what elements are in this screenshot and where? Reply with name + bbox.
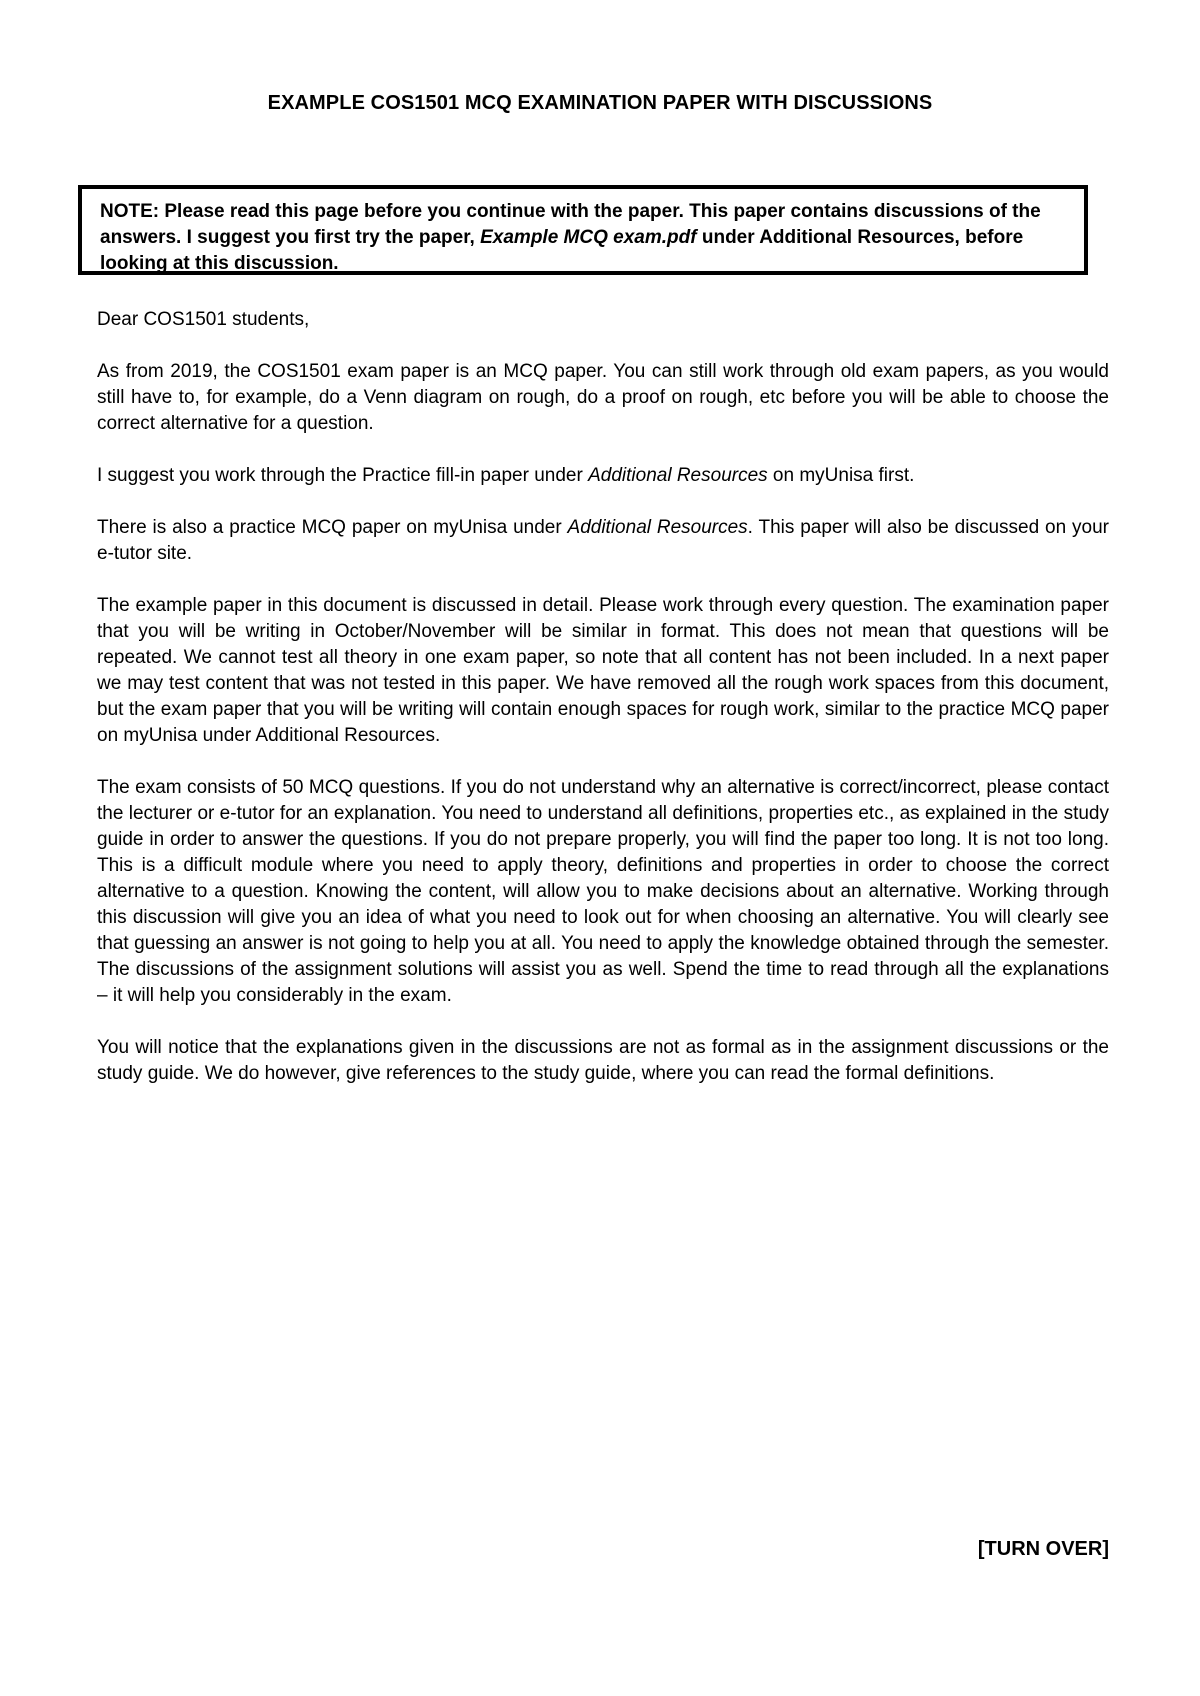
- paragraph-3-b: . This paper will also be discussed on your e-tutor site.: [97, 517, 1109, 564]
- paragraph-1: As from 2019, the COS1501 exam paper is an MCQ paper. You can still work through old exam papers, as you would still have to, for example, do a Venn diagram on rough, do a proof on rough, etc before you will be able to choose the correct alternative for a question.: [97, 361, 1109, 434]
- paragraph-6: You will notice that the explanations given in the discussions are not as formal as in the assignment discussions or the study guide. We do however, give references to the study guide, where you can read the formal definitions.: [97, 1037, 1109, 1084]
- note-text-italic: Example MCQ exam.pdf: [480, 227, 697, 248]
- paragraph-2: [97, 463, 1109, 489]
- note-text-part1: NOTE: Please read this page before you continue with the paper. This paper contains discussions of the answers. I suggest you first try the paper,: [100, 201, 1041, 248]
- page-title: EXAMPLE COS1501 MCQ EXAMINATION PAPER WITH DISCUSSIONS: [267, 92, 933, 114]
- paragraph-4: The example paper in this document is discussed in detail. Please work through every question. The examination paper that you will be writing in October/November will be similar in format. This does not mean that questions will be repeated. We cannot test all theory in one exam paper, so note that all content has not been included. In a next paper we may test content that was not tested in this paper. We have removed all the rough work spaces from this document, but the exam paper that you will be writing will contain enough spaces for rough work, similar to the practice MCQ paper on myUnisa under Additional Resources.: [97, 595, 1109, 746]
- paragraph-3-a: There is also a practice MCQ paper on myUnisa under: [97, 517, 568, 538]
- paragraph-5: The exam consists of 50 MCQ questions. If you do not understand why an alternative is correct/incorrect, please contact the lecturer or e-tutor for an explanation. You need to understand all definitions, properties etc., as explained in the study guide in order to answer the questions. If you do not prepare properly, you will find the paper too long. It is not too long. This is a difficult module where you need to apply theory, definitions and properties in order to choose the correct alternative to a question. Knowing the content, will allow you to make decisions about an alternative. Working through this discussion will give you an idea of what you need to look out for when choosing an alternative. You will clearly see that guessing an answer is not going to help you at all. You need to apply the knowledge obtained through the semester. The discussions of the assignment solutions will assist you as well. Spend the time to read through all the explanations – it will help you considerably in the exam.: [97, 777, 1109, 1006]
- paragraph-2-italic: Additional Resources: [588, 465, 768, 486]
- paragraph-2-b: on myUnisa first.: [767, 465, 915, 486]
- paragraph-3-italic: Additional Resources: [567, 517, 748, 538]
- turn-over-footer: [TURN OVER]: [977, 1538, 1109, 1560]
- note-box: [78, 185, 1088, 275]
- body-text: [97, 307, 1109, 1113]
- paragraph-2-a: I suggest you work through the Practice fill-in paper under: [97, 465, 589, 486]
- greeting: Dear COS1501 students,: [97, 309, 310, 330]
- paragraph-3: [97, 515, 1109, 567]
- note-text-part2: under Additional Resources, before looking at this discussion.: [100, 227, 1024, 274]
